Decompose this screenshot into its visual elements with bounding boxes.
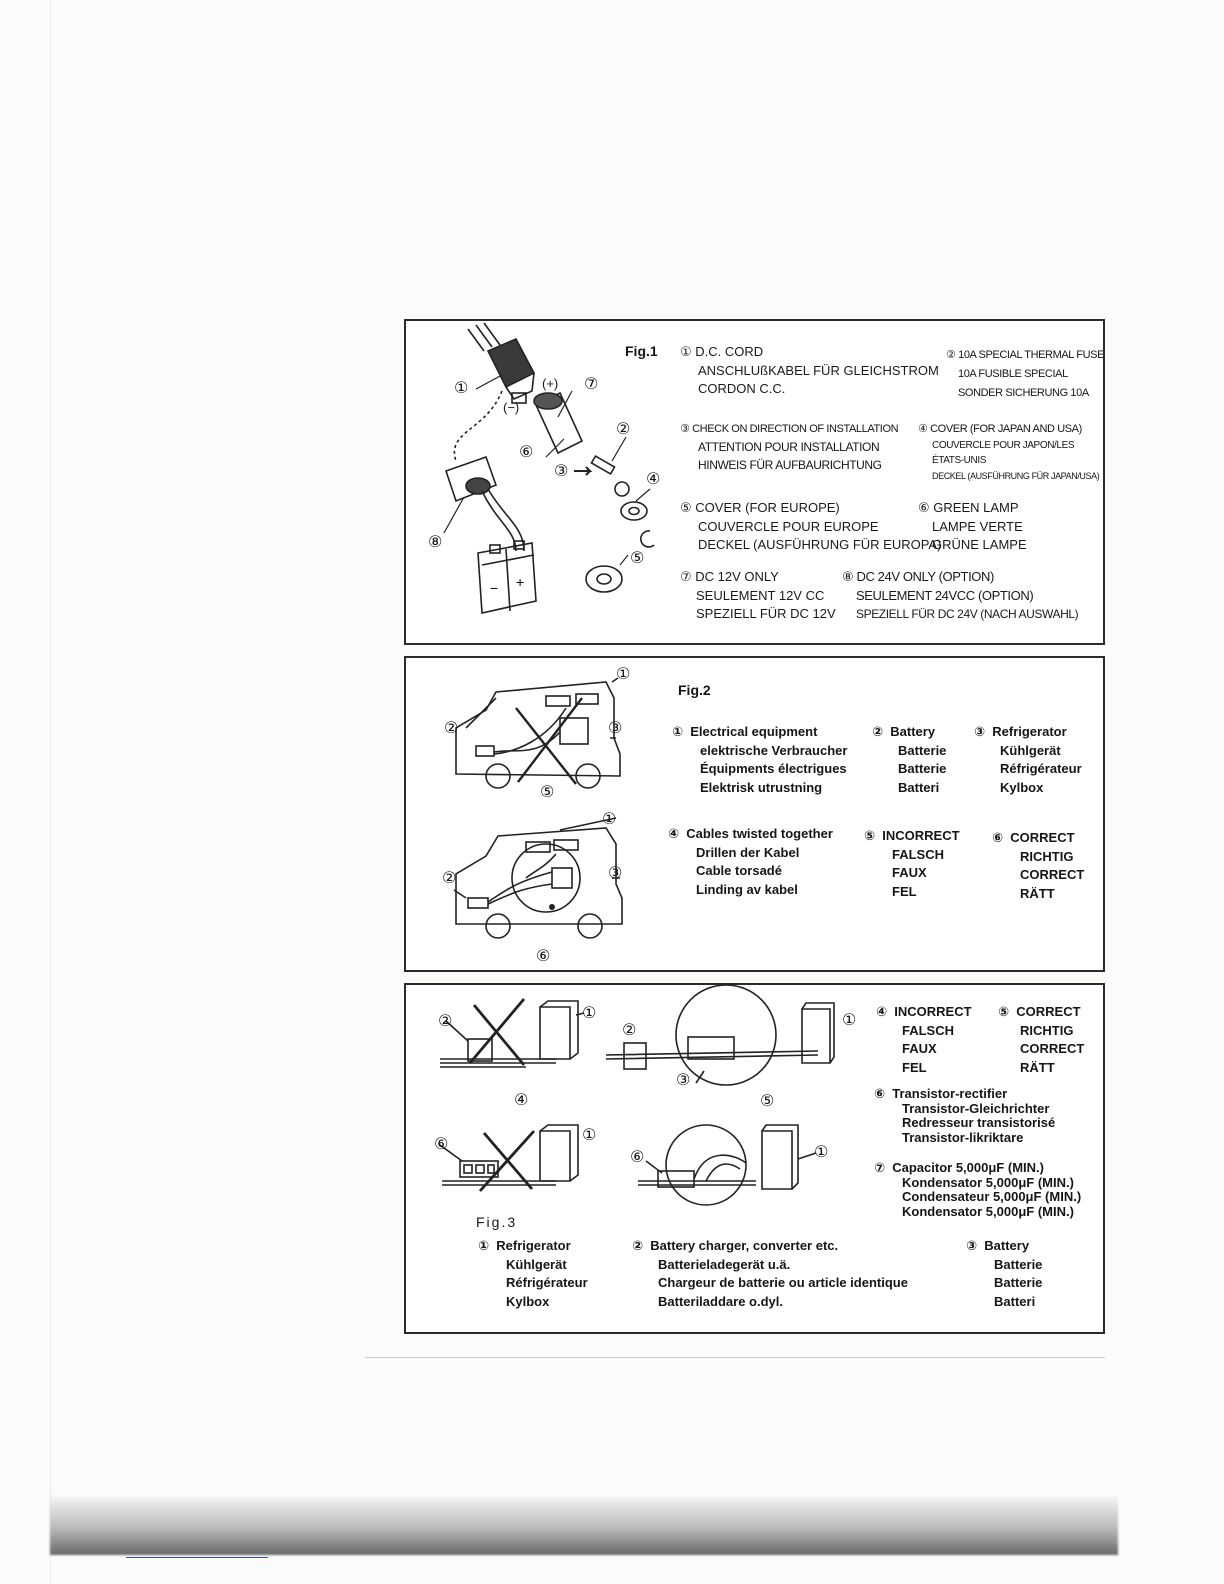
minus-label: (−) bbox=[503, 400, 520, 415]
fig3-marker-5: ⑤ bbox=[760, 1093, 775, 1110]
fig3-legend-3: ③ Battery Batterie Batterie Batteri bbox=[966, 1238, 1043, 1309]
scan-artifact-line bbox=[365, 1357, 1105, 1358]
fig3-marker-4: ④ bbox=[514, 1092, 529, 1109]
fig2-legend-4: ④ Cables twisted together Drillen der Kabel Cable torsadé Linding av kabel bbox=[668, 826, 833, 897]
fig1-legend-2: ② 10A SPECIAL THERMAL FUSE 10A FUSIBLE SPECIAL SONDER SICHERUNG 10A bbox=[946, 349, 1105, 399]
marker-5: ⑤ bbox=[630, 550, 645, 567]
fig1-legend-3: ③ CHECK ON DIRECTION OF INSTALLATION ATTENTION POUR INSTALLATION HINWEIS FÜR AUFBAURICHTUNG bbox=[680, 423, 899, 472]
footer-link-underline bbox=[126, 1557, 268, 1558]
fig1-legend-1: ① D.C. CORD ANSCHLUßKABEL FÜR GLEICHSTROM CORDON C.C. bbox=[680, 344, 939, 396]
fig3-legend-2: ② Battery charger, converter etc. Batterieladegerät u.ä. Chargeur de batterie ou article identique Batteriladdare o.dyl. bbox=[632, 1238, 908, 1309]
fig2-legend-5: ⑤ INCORRECT FALSCH FAUX FEL bbox=[864, 828, 960, 899]
fig2-marker-6: ⑥ bbox=[536, 948, 551, 965]
fig3-illustration bbox=[406, 985, 866, 1215]
fig1-legend-6: ⑥ GREEN LAMP LAMPE VERTE GRÜNE LAMPE bbox=[918, 500, 1027, 552]
fig3-marker-1c: ① bbox=[582, 1127, 597, 1144]
fig2-legend-1: ① Electrical equipment elektrische Verbraucher Équipments électrigues Elektrisk utrustning bbox=[672, 724, 848, 795]
fig2-marker-5: ⑤ bbox=[540, 784, 555, 801]
scan-shadow-band bbox=[50, 1497, 1118, 1555]
plus-label: (+) bbox=[542, 376, 559, 391]
fig3-legend-7: ⑦ Capacitor 5,000μF (MIN.) Kondensator 5,000μF (MIN.) Condensateur 5,000μF (MIN.) Kondensator 5,000μF (MIN.) bbox=[874, 1160, 1082, 1219]
scan-edge-line bbox=[50, 0, 51, 1584]
fig1-legend-7: ⑦ DC 12V ONLY SEULEMENT 12V CC SPEZIELL FÜR DC 12V bbox=[680, 569, 836, 621]
fig2-legend-6: ⑥ CORRECT RICHTIG CORRECT RÄTT bbox=[992, 830, 1085, 901]
fig3-marker-6b: ⑥ bbox=[630, 1149, 645, 1166]
fig1-legend-5: ⑤ COVER (FOR EUROPE) COUVERCLE POUR EUROPE DECKEL (AUSFÜHRUNG FÜR EUROPA) bbox=[680, 500, 942, 552]
fig3-marker-2b: ② bbox=[622, 1022, 637, 1039]
marker-6: ⑥ bbox=[519, 444, 534, 461]
fig3-legend-6: ⑥ Transistor-rectifier Transistor-Gleichrichter Redresseur transistorisé Transistor-likriktare bbox=[874, 1086, 1056, 1145]
fig3-marker-1a: ① bbox=[582, 1005, 597, 1022]
fig3-title: Fig.3 bbox=[476, 1214, 518, 1230]
fig3-panel bbox=[404, 983, 1105, 1334]
fig2-title: Fig.2 bbox=[678, 682, 711, 698]
fig2-marker-3b: ③ bbox=[608, 865, 623, 882]
marker-2: ② bbox=[616, 421, 631, 438]
fig1-legend-4: ④ COVER (FOR JAPAN AND USA) COUVERCLE POUR JAPON/LES ÉTATS-UNIS DECKEL (AUSFÜHRUNG FÜR JAPAN/USA) bbox=[918, 423, 1100, 481]
fig1-legend-8: ⑧ DC 24V ONLY (OPTION) SEULEMENT 24VCC (OPTION) SPEZIELL FÜR DC 24V (NACH AUSWAHL) bbox=[842, 569, 1079, 621]
fig3-legend-4: ④ INCORRECT FALSCH FAUX FEL bbox=[876, 1004, 972, 1075]
fig1-panel bbox=[404, 319, 1105, 645]
fig3-marker-3: ③ bbox=[676, 1072, 691, 1089]
fig2-legend-2: ② Battery Batterie Batterie Batteri bbox=[872, 724, 947, 795]
fig2-marker-2b: ② bbox=[442, 870, 457, 887]
fig2-illustration bbox=[406, 658, 656, 968]
fig2-marker-2a: ② bbox=[444, 720, 459, 737]
fig2-legend-3: ③ Refrigerator Kühlgerät Réfrigérateur Kylbox bbox=[974, 724, 1082, 795]
fig3-legend-1: ① Refrigerator Kühlgerät Réfrigérateur Kylbox bbox=[478, 1238, 588, 1309]
fig3-marker-1d: ① bbox=[814, 1144, 829, 1161]
fig2-marker-3a: ③ bbox=[608, 720, 623, 737]
fig1-illustration bbox=[406, 321, 666, 641]
fig3-marker-2a: ② bbox=[438, 1013, 453, 1030]
fig2-marker-1a: ① bbox=[616, 666, 631, 683]
svg-text:+: + bbox=[516, 574, 525, 590]
fig2-panel bbox=[404, 656, 1105, 972]
svg-text:−: − bbox=[490, 580, 499, 596]
fig3-marker-6a: ⑥ bbox=[434, 1136, 449, 1153]
marker-3: ③ bbox=[554, 463, 569, 480]
fig3-marker-1b: ① bbox=[842, 1012, 857, 1029]
fig1-title: Fig.1 bbox=[625, 343, 658, 359]
marker-8: ⑧ bbox=[428, 534, 443, 551]
fig2-marker-1b: ① bbox=[602, 811, 617, 828]
marker-4: ④ bbox=[646, 471, 661, 488]
marker-7: ⑦ bbox=[584, 376, 599, 393]
marker-1: ① bbox=[454, 380, 469, 397]
fig3-legend-5: ⑤ CORRECT RICHTIG CORRECT RÄTT bbox=[998, 1004, 1085, 1075]
